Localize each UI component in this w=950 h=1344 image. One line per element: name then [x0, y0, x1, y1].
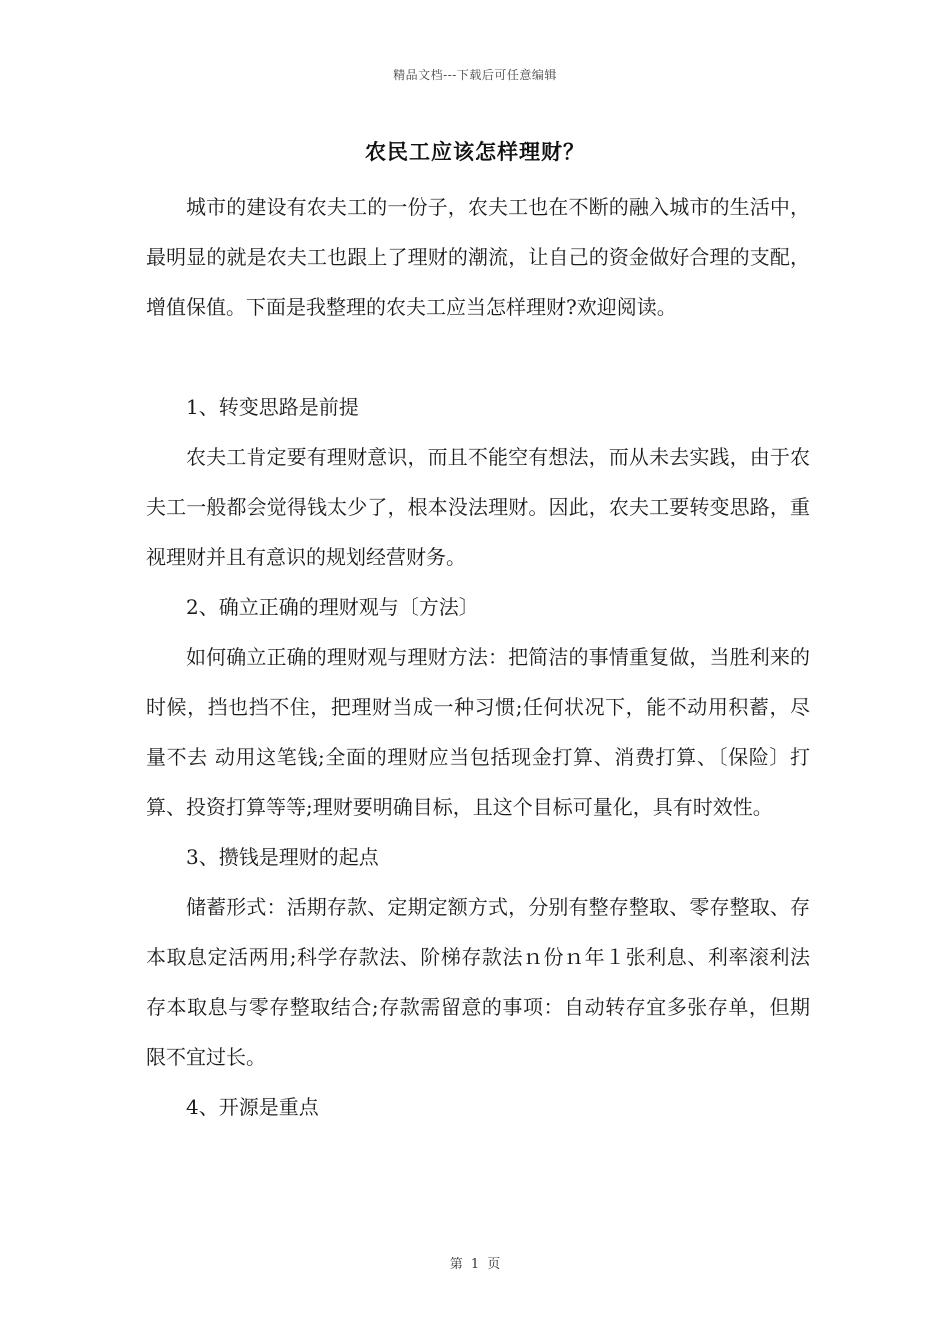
section-body-1: 农夫工肯定要有理财意识，而且不能空有想法，而从未去实践，由于农夫工一般都会觉得钱太少了，根本没法理财。因此，农夫工要转变思路，重视理财并且有意识的规划经营财务。 — [146, 445, 810, 569]
section-body-2: 如何确立正确的理财观与理财方法：把简洁的事情重复做，当胜利来的时候，挡也挡不住，把理财当成一种习惯;任何状况下，能不动用积蓄，尽量不去 动用这笔钱;全面的理财应当包括现金打算、消费打算、〔保险〕打算、投资打算等等;理财要明确目标，且这个目标可量化，具有时效性。 — [146, 645, 810, 819]
intro-paragraph: 城市的建设有农夫工的一份子，农夫工也在不断的融入城市的生活中，最明显的就是农夫工也跟上了理财的潮流，让自己的资金做好合理的支配，增值保值。下面是我整理的农夫工应当怎样理财?欢迎阅读。 — [146, 195, 810, 319]
section-heading-4: 4、开源是重点 — [186, 1095, 319, 1119]
section-heading-3: 3、攒钱是理财的起点 — [186, 845, 379, 869]
document-title: 农民工应该怎样理财？ — [365, 139, 585, 164]
page-number: 第 1 页 — [449, 1257, 501, 1272]
document-body — [146, 182, 810, 1132]
paragraph-gap — [146, 332, 810, 382]
section-heading-2: 2、确立正确的理财观与〔方法〕 — [186, 595, 479, 619]
page-header: 精品文档---下载后可任意编辑 — [393, 68, 557, 82]
section-heading-1: 1、转变思路是前提 — [186, 395, 359, 419]
section-body-3: 储蓄形式：活期存款、定期定额方式，分别有整存整取、零存整取、存本取息定活两用;科学存款法、阶梯存款法ｎ份ｎ年１张利息、利率滚利法存本取息与零存整取结合;存款需留意的事项：自动转存宜多张存单，但期限不宜过长。 — [146, 895, 810, 1069]
